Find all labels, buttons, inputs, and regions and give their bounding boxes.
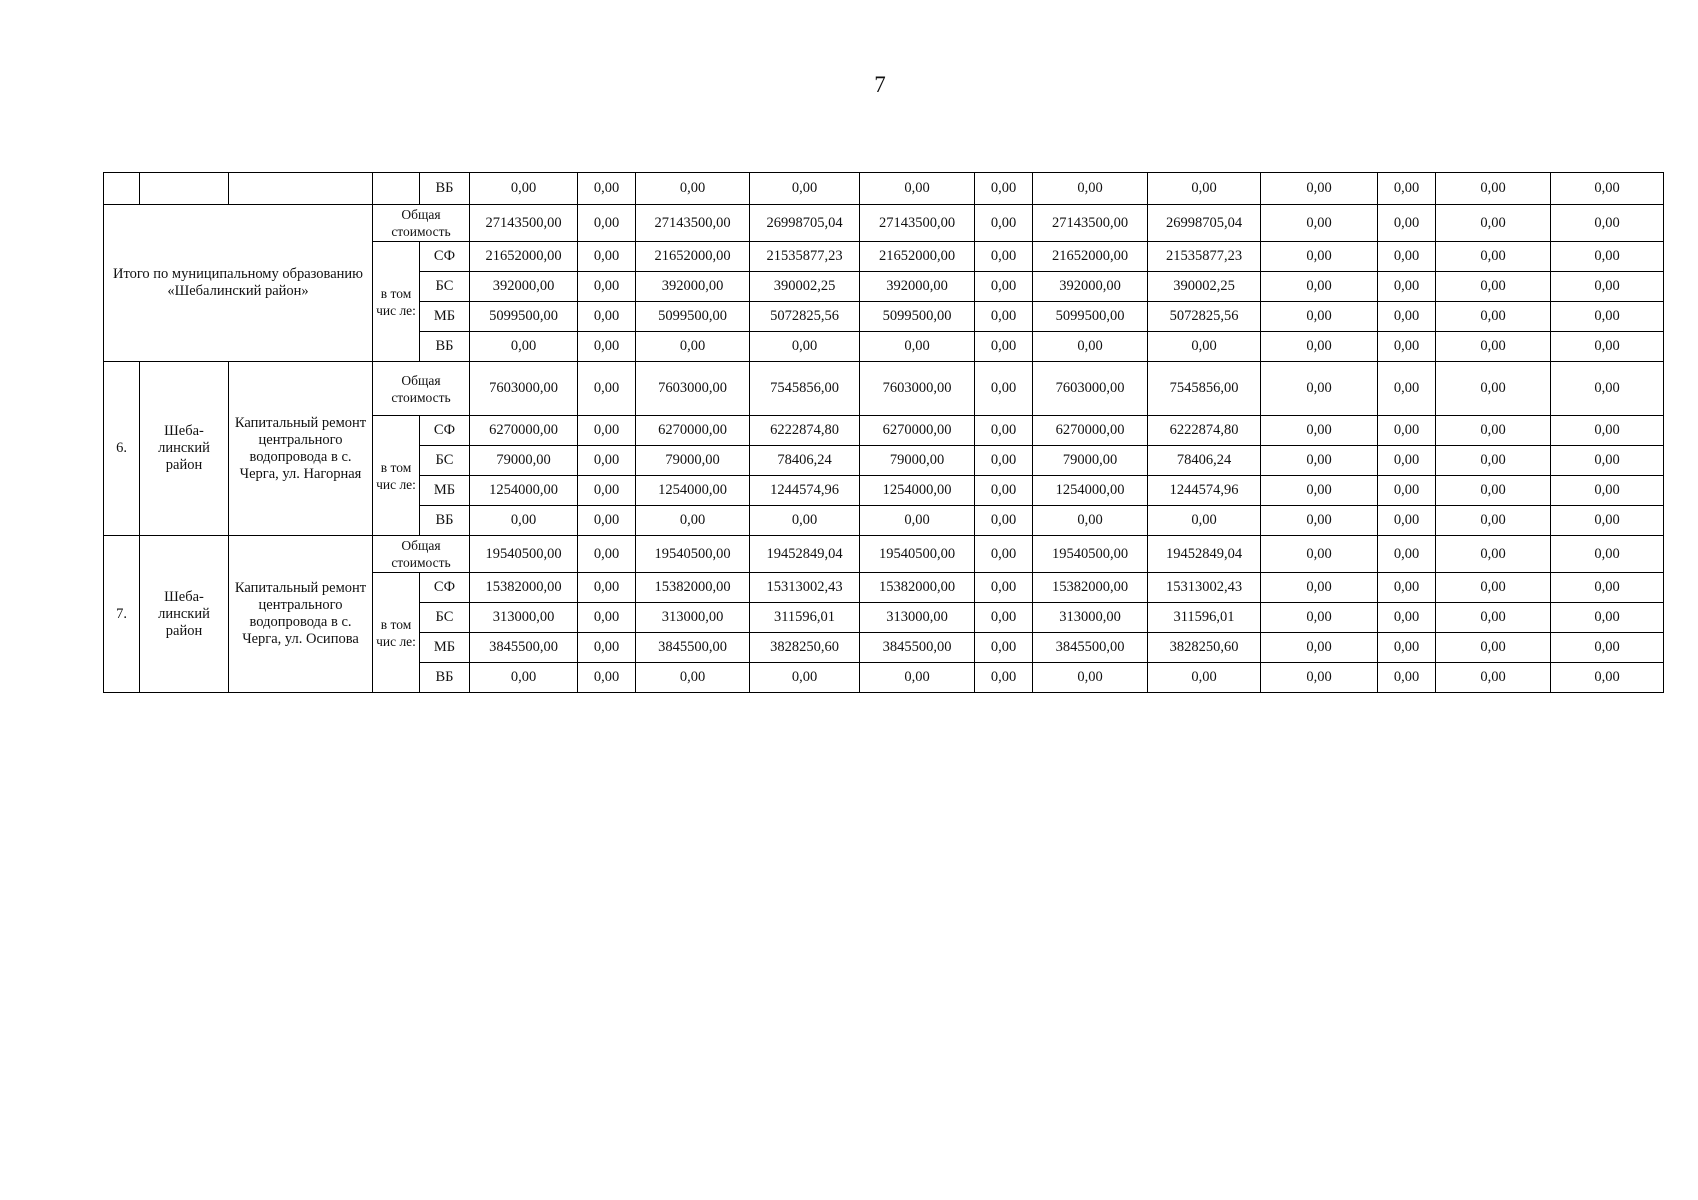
funding-source: ВБ — [420, 506, 470, 536]
value-cell: 6270000,00 — [1033, 416, 1148, 446]
value-cell: 7545856,00 — [750, 362, 860, 416]
value-cell: 0,00 — [975, 663, 1033, 693]
value-cell: 0,00 — [1261, 573, 1378, 603]
funding-source: БС — [420, 603, 470, 633]
value-cell: 0,00 — [578, 663, 636, 693]
value-cell: 5099500,00 — [1033, 302, 1148, 332]
value-cell: 0,00 — [1436, 446, 1551, 476]
project-district: Шеба-линский район — [140, 536, 229, 693]
value-cell: 27143500,00 — [470, 205, 578, 242]
value-cell: 0,00 — [975, 302, 1033, 332]
value-cell: 21652000,00 — [636, 242, 750, 272]
value-cell: 0,00 — [1261, 603, 1378, 633]
value-cell: 0,00 — [1261, 446, 1378, 476]
value-cell: 21535877,23 — [750, 242, 860, 272]
value-cell: 0,00 — [975, 173, 1033, 205]
value-cell: 0,00 — [578, 416, 636, 446]
project-object: Капитальный ремонт центрального водопровода в с. Черга, ул. Осипова — [229, 536, 373, 693]
value-cell: 0,00 — [1148, 506, 1261, 536]
value-cell: 0,00 — [975, 362, 1033, 416]
funding-source: МБ — [420, 476, 470, 506]
value-cell: 0,00 — [1551, 332, 1664, 362]
value-cell: 0,00 — [1436, 362, 1551, 416]
value-cell: 0,00 — [1551, 416, 1664, 446]
funding-source: СФ — [420, 242, 470, 272]
value-cell: 0,00 — [975, 506, 1033, 536]
value-cell: 0,00 — [470, 332, 578, 362]
value-cell: 19452849,04 — [750, 536, 860, 573]
value-cell: 0,00 — [1261, 506, 1378, 536]
value-cell: 0,00 — [1436, 205, 1551, 242]
including-label: в том чис ле: — [373, 242, 420, 362]
value-cell: 5072825,56 — [750, 302, 860, 332]
empty-cell — [229, 173, 373, 205]
total-cost-label: Общая стоимость — [373, 362, 470, 416]
value-cell: 0,00 — [1378, 332, 1436, 362]
value-cell: 78406,24 — [750, 446, 860, 476]
value-cell: 0,00 — [470, 663, 578, 693]
value-cell: 0,00 — [1033, 332, 1148, 362]
value-cell: 15313002,43 — [750, 573, 860, 603]
value-cell: 0,00 — [750, 506, 860, 536]
value-cell: 0,00 — [1378, 242, 1436, 272]
funding-source: МБ — [420, 302, 470, 332]
table-row — [104, 205, 1664, 242]
total-section-title: Итого по муниципальному образованию «Шебалинский район» — [104, 205, 373, 362]
value-cell: 390002,25 — [1148, 272, 1261, 302]
value-cell: 0,00 — [1261, 362, 1378, 416]
empty-cell — [104, 173, 140, 205]
value-cell: 6270000,00 — [636, 416, 750, 446]
table-row — [104, 536, 1664, 573]
value-cell: 0,00 — [975, 476, 1033, 506]
funding-source: БС — [420, 272, 470, 302]
value-cell: 1244574,96 — [750, 476, 860, 506]
value-cell: 0,00 — [636, 173, 750, 205]
value-cell: 0,00 — [1436, 476, 1551, 506]
value-cell: 311596,01 — [1148, 603, 1261, 633]
value-cell: 1254000,00 — [860, 476, 975, 506]
value-cell: 21535877,23 — [1148, 242, 1261, 272]
value-cell: 0,00 — [1378, 573, 1436, 603]
value-cell: 0,00 — [1378, 476, 1436, 506]
value-cell: 0,00 — [1551, 573, 1664, 603]
value-cell: 0,00 — [1551, 302, 1664, 332]
value-cell: 0,00 — [860, 332, 975, 362]
value-cell: 392000,00 — [636, 272, 750, 302]
value-cell: 0,00 — [578, 272, 636, 302]
funding-source: ВБ — [420, 663, 470, 693]
value-cell: 313000,00 — [1033, 603, 1148, 633]
value-cell: 7545856,00 — [1148, 362, 1261, 416]
value-cell: 0,00 — [578, 476, 636, 506]
value-cell: 0,00 — [975, 242, 1033, 272]
value-cell: 0,00 — [975, 633, 1033, 663]
value-cell: 0,00 — [636, 663, 750, 693]
value-cell: 5099500,00 — [860, 302, 975, 332]
value-cell: 0,00 — [1261, 633, 1378, 663]
value-cell: 79000,00 — [470, 446, 578, 476]
value-cell: 19540500,00 — [860, 536, 975, 573]
including-label: в том чис ле: — [373, 573, 420, 693]
value-cell: 0,00 — [1148, 663, 1261, 693]
value-cell: 15382000,00 — [636, 573, 750, 603]
value-cell: 0,00 — [1378, 362, 1436, 416]
value-cell: 19540500,00 — [636, 536, 750, 573]
value-cell: 27143500,00 — [860, 205, 975, 242]
value-cell: 0,00 — [1436, 416, 1551, 446]
value-cell: 0,00 — [470, 173, 578, 205]
value-cell: 21652000,00 — [1033, 242, 1148, 272]
value-cell: 19540500,00 — [1033, 536, 1148, 573]
value-cell: 0,00 — [1436, 663, 1551, 693]
value-cell: 0,00 — [1378, 173, 1436, 205]
project-number: 7. — [104, 536, 140, 693]
value-cell: 0,00 — [1551, 242, 1664, 272]
value-cell: 0,00 — [1261, 173, 1378, 205]
value-cell: 0,00 — [578, 332, 636, 362]
value-cell: 0,00 — [1551, 633, 1664, 663]
value-cell: 0,00 — [975, 205, 1033, 242]
value-cell: 0,00 — [1148, 332, 1261, 362]
value-cell: 1254000,00 — [470, 476, 578, 506]
value-cell: 0,00 — [1378, 663, 1436, 693]
value-cell: 390002,25 — [750, 272, 860, 302]
value-cell: 0,00 — [578, 603, 636, 633]
value-cell: 0,00 — [1378, 272, 1436, 302]
value-cell: 0,00 — [1261, 242, 1378, 272]
value-cell: 0,00 — [1551, 446, 1664, 476]
value-cell: 6270000,00 — [860, 416, 975, 446]
funding-source: МБ — [420, 633, 470, 663]
value-cell: 15382000,00 — [470, 573, 578, 603]
value-cell: 3828250,60 — [750, 633, 860, 663]
value-cell: 27143500,00 — [636, 205, 750, 242]
value-cell: 313000,00 — [470, 603, 578, 633]
value-cell: 0,00 — [1551, 476, 1664, 506]
value-cell: 0,00 — [578, 506, 636, 536]
value-cell: 0,00 — [860, 663, 975, 693]
value-cell: 3845500,00 — [1033, 633, 1148, 663]
value-cell: 0,00 — [1436, 506, 1551, 536]
value-cell: 0,00 — [975, 416, 1033, 446]
value-cell: 79000,00 — [636, 446, 750, 476]
funding-source: ВБ — [420, 173, 470, 205]
value-cell: 0,00 — [750, 663, 860, 693]
value-cell: 0,00 — [1261, 332, 1378, 362]
table-body — [104, 173, 1664, 693]
value-cell: 0,00 — [1436, 633, 1551, 663]
value-cell: 5099500,00 — [636, 302, 750, 332]
value-cell: 19452849,04 — [1148, 536, 1261, 573]
budget-table — [103, 172, 1664, 693]
value-cell: 0,00 — [578, 362, 636, 416]
value-cell: 0,00 — [1551, 173, 1664, 205]
value-cell: 0,00 — [1378, 536, 1436, 573]
value-cell: 0,00 — [1551, 272, 1664, 302]
value-cell: 0,00 — [1033, 663, 1148, 693]
value-cell: 27143500,00 — [1033, 205, 1148, 242]
value-cell: 0,00 — [578, 573, 636, 603]
project-district: Шеба-линский район — [140, 362, 229, 536]
value-cell: 0,00 — [1378, 446, 1436, 476]
total-cost-label: Общая стоимость — [373, 205, 470, 242]
funding-source: СФ — [420, 416, 470, 446]
project-object: Капитальный ремонт центрального водопровода в с. Черга, ул. Нагорная — [229, 362, 373, 536]
funding-source: СФ — [420, 573, 470, 603]
value-cell: 0,00 — [578, 302, 636, 332]
value-cell: 15313002,43 — [1148, 573, 1261, 603]
value-cell: 0,00 — [1436, 302, 1551, 332]
value-cell: 1244574,96 — [1148, 476, 1261, 506]
value-cell: 1254000,00 — [636, 476, 750, 506]
value-cell: 392000,00 — [1033, 272, 1148, 302]
value-cell: 5072825,56 — [1148, 302, 1261, 332]
value-cell: 0,00 — [1148, 173, 1261, 205]
value-cell: 26998705,04 — [1148, 205, 1261, 242]
value-cell: 0,00 — [1261, 536, 1378, 573]
page-number: 7 — [874, 72, 886, 97]
value-cell: 15382000,00 — [860, 573, 975, 603]
value-cell: 21652000,00 — [860, 242, 975, 272]
value-cell: 0,00 — [578, 173, 636, 205]
value-cell: 0,00 — [1436, 242, 1551, 272]
value-cell: 7603000,00 — [470, 362, 578, 416]
value-cell: 0,00 — [1261, 476, 1378, 506]
value-cell: 19540500,00 — [470, 536, 578, 573]
empty-cell — [140, 173, 229, 205]
value-cell: 0,00 — [1033, 173, 1148, 205]
value-cell: 0,00 — [1378, 205, 1436, 242]
project-number: 6. — [104, 362, 140, 536]
value-cell: 78406,24 — [1148, 446, 1261, 476]
value-cell: 392000,00 — [860, 272, 975, 302]
value-cell: 0,00 — [1551, 663, 1664, 693]
value-cell: 0,00 — [975, 446, 1033, 476]
value-cell: 0,00 — [1378, 302, 1436, 332]
value-cell: 0,00 — [1378, 603, 1436, 633]
total-cost-label: Общая стоимость — [373, 536, 470, 573]
value-cell: 7603000,00 — [636, 362, 750, 416]
value-cell: 0,00 — [1261, 272, 1378, 302]
value-cell: 0,00 — [1261, 302, 1378, 332]
value-cell: 0,00 — [1378, 416, 1436, 446]
value-cell: 0,00 — [975, 332, 1033, 362]
value-cell: 21652000,00 — [470, 242, 578, 272]
value-cell: 0,00 — [1261, 205, 1378, 242]
value-cell: 0,00 — [1378, 506, 1436, 536]
value-cell: 0,00 — [636, 332, 750, 362]
value-cell: 0,00 — [1551, 603, 1664, 633]
value-cell: 0,00 — [1436, 272, 1551, 302]
value-cell: 0,00 — [750, 332, 860, 362]
value-cell: 0,00 — [1551, 362, 1664, 416]
value-cell: 0,00 — [975, 272, 1033, 302]
value-cell: 0,00 — [1033, 506, 1148, 536]
value-cell: 0,00 — [1551, 506, 1664, 536]
table-row — [104, 173, 1664, 205]
value-cell: 0,00 — [860, 173, 975, 205]
funding-source: ВБ — [420, 332, 470, 362]
funding-source: БС — [420, 446, 470, 476]
value-cell: 6222874,80 — [750, 416, 860, 446]
value-cell: 0,00 — [470, 506, 578, 536]
value-cell: 79000,00 — [860, 446, 975, 476]
value-cell: 0,00 — [750, 173, 860, 205]
value-cell: 5099500,00 — [470, 302, 578, 332]
value-cell: 0,00 — [975, 603, 1033, 633]
value-cell: 3828250,60 — [1148, 633, 1261, 663]
value-cell: 0,00 — [860, 506, 975, 536]
value-cell: 313000,00 — [636, 603, 750, 633]
value-cell: 3845500,00 — [636, 633, 750, 663]
value-cell: 7603000,00 — [1033, 362, 1148, 416]
value-cell: 0,00 — [975, 573, 1033, 603]
value-cell: 0,00 — [1436, 332, 1551, 362]
table-row — [104, 362, 1664, 416]
value-cell: 0,00 — [578, 633, 636, 663]
value-cell: 313000,00 — [860, 603, 975, 633]
value-cell: 0,00 — [636, 506, 750, 536]
value-cell: 3845500,00 — [470, 633, 578, 663]
value-cell: 15382000,00 — [1033, 573, 1148, 603]
value-cell: 1254000,00 — [1033, 476, 1148, 506]
including-label: в том чис ле: — [373, 416, 420, 536]
value-cell: 0,00 — [975, 536, 1033, 573]
value-cell: 0,00 — [1436, 173, 1551, 205]
value-cell: 3845500,00 — [860, 633, 975, 663]
value-cell: 0,00 — [1261, 416, 1378, 446]
value-cell: 79000,00 — [1033, 446, 1148, 476]
value-cell: 0,00 — [578, 242, 636, 272]
value-cell: 0,00 — [1436, 603, 1551, 633]
value-cell: 6222874,80 — [1148, 416, 1261, 446]
value-cell: 7603000,00 — [860, 362, 975, 416]
value-cell: 0,00 — [1436, 573, 1551, 603]
value-cell: 0,00 — [1551, 536, 1664, 573]
value-cell: 0,00 — [1551, 205, 1664, 242]
value-cell: 392000,00 — [470, 272, 578, 302]
value-cell: 26998705,04 — [750, 205, 860, 242]
value-cell: 0,00 — [578, 205, 636, 242]
value-cell: 0,00 — [578, 446, 636, 476]
value-cell: 311596,01 — [750, 603, 860, 633]
value-cell: 6270000,00 — [470, 416, 578, 446]
value-cell: 0,00 — [1436, 536, 1551, 573]
value-cell: 0,00 — [1378, 633, 1436, 663]
value-cell: 0,00 — [1261, 663, 1378, 693]
value-cell: 0,00 — [578, 536, 636, 573]
empty-cell — [373, 173, 420, 205]
